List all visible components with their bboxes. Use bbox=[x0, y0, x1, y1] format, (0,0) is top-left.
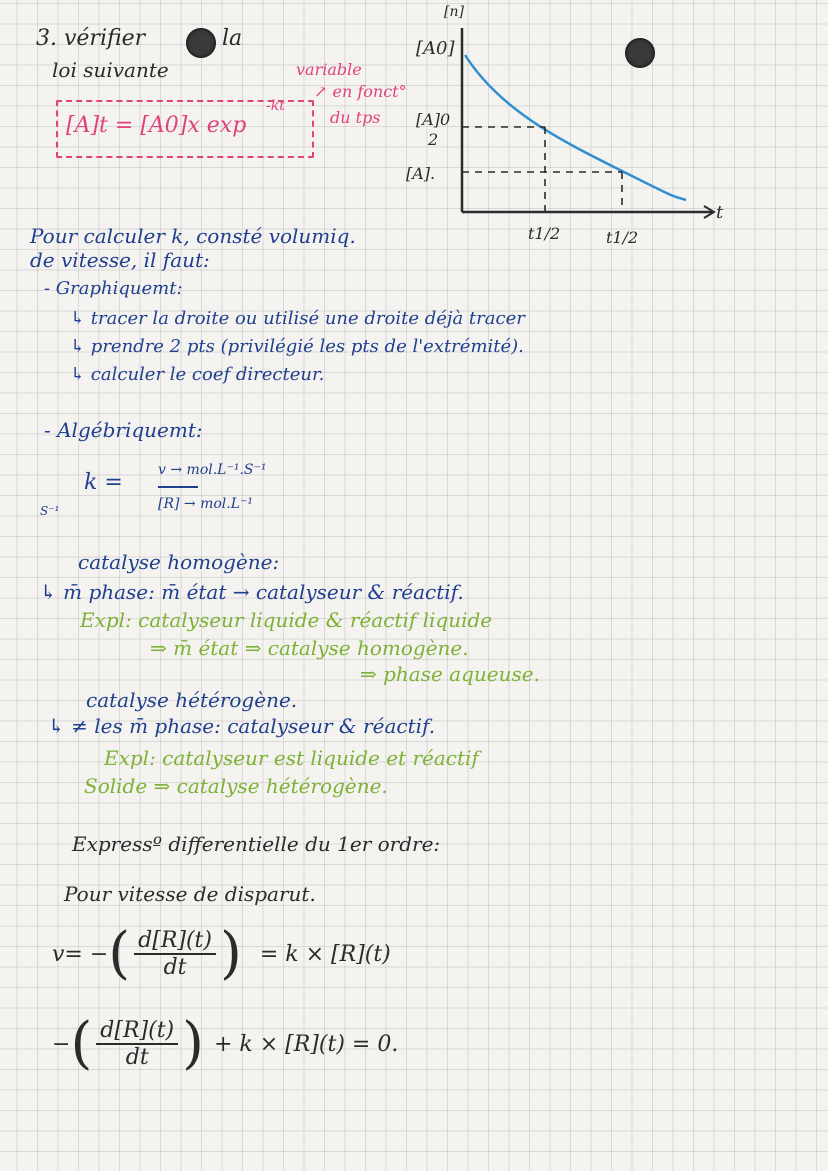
law-note1: variable bbox=[296, 60, 362, 79]
diff2-denominator: dt bbox=[125, 1045, 149, 1070]
diff2-fraction bbox=[96, 1018, 178, 1070]
graph-y-top: [A0] bbox=[416, 38, 455, 59]
graph-y-quarter: [A]. bbox=[406, 164, 436, 183]
law-note3: du tps bbox=[330, 108, 381, 127]
method-alg-title: - Algébriquemt: bbox=[44, 418, 203, 442]
diff2-numerator: d[R](t) bbox=[96, 1018, 178, 1045]
graph-t-half-2: t1/2 bbox=[606, 228, 639, 247]
diff-denominator: dt bbox=[163, 955, 187, 980]
heading-line2: loi suivante bbox=[52, 58, 169, 82]
catalysis-hetero-ex2: Solide ⇒ catalyse hétérogène. bbox=[84, 774, 388, 798]
catalysis-hetero-ex1: Expl: catalyseur est liquide et réactif bbox=[104, 746, 479, 770]
decay-graph bbox=[0, 0, 828, 260]
method-intro2: de vitesse, il faut: bbox=[30, 248, 210, 272]
graph-y-half-num: [A]0 bbox=[416, 110, 451, 129]
differential-equation-2 bbox=[52, 1011, 399, 1076]
differential-equation-1 bbox=[52, 921, 391, 986]
method-k-label: k = bbox=[84, 470, 123, 495]
diff-open-paren: ( bbox=[108, 921, 131, 986]
graph-decay-curve bbox=[465, 55, 686, 200]
catalysis-homo-ex2: ⇒ m̄ état ⇒ catalyse homogène. bbox=[150, 636, 469, 660]
heading-line1b: la bbox=[222, 26, 243, 51]
method-k-num: v → mol.L⁻¹.S⁻¹ bbox=[158, 462, 267, 478]
method-step3: ↳ calculer le coef directeur. bbox=[70, 364, 325, 385]
catalysis-homo-title: catalyse homogène: bbox=[78, 550, 280, 574]
method-k-fraction-bar bbox=[158, 486, 198, 488]
heading-line1: 3. vérifier bbox=[36, 26, 146, 51]
diff2-open-paren: ( bbox=[70, 1011, 93, 1076]
graph-y-label: [n] bbox=[444, 4, 464, 20]
catalysis-hetero-title: catalyse hétérogène. bbox=[86, 688, 298, 712]
diff2-rhs: + k × [R](t) = 0. bbox=[213, 1031, 399, 1057]
law-exponent: -kt bbox=[266, 98, 285, 114]
graph-t-half-1: t1/2 bbox=[528, 224, 561, 243]
differential-title: Expressº differentielle du 1er ordre: bbox=[72, 832, 441, 856]
diff-v-label: v= − bbox=[52, 941, 109, 967]
differential-subtitle: Pour vitesse de disparut. bbox=[64, 882, 316, 906]
graph-y-half-den: 2 bbox=[428, 130, 439, 149]
diff2-minus: − bbox=[52, 1031, 71, 1057]
diff-fraction bbox=[134, 928, 216, 980]
diff2-close-paren: ) bbox=[182, 1011, 204, 1076]
diff-numerator: d[R](t) bbox=[134, 928, 216, 955]
diff-rhs: = k × [R](t) bbox=[259, 941, 391, 967]
diff-close-paren: ) bbox=[219, 921, 242, 986]
method-k-unit: S⁻¹ bbox=[40, 504, 60, 518]
catalysis-homo-line: ↳ m̄ phase: m̄ état → catalyseur & réactif. bbox=[40, 580, 464, 604]
graph-x-label: t bbox=[716, 202, 724, 223]
law-formula: [A]t = [A0]x exp bbox=[66, 113, 247, 138]
catalysis-hetero-line: ↳ ≠ les m̄ phase: catalyseur & réactif. bbox=[48, 714, 436, 738]
method-step2: ↳ prendre 2 pts (privilégié les pts de l'extrémité). bbox=[70, 336, 524, 357]
method-intro1: Pour calculer k, consté volumiq. bbox=[30, 224, 356, 248]
catalysis-homo-ex1: Expl: catalyseur liquide & réactif liquide bbox=[80, 608, 493, 632]
law-note2: ↗ en fonct° bbox=[314, 82, 407, 101]
method-step1: ↳ tracer la droite ou utilisé une droite déjà tracer bbox=[70, 308, 525, 329]
method-graph-title: - Graphiquemt: bbox=[44, 278, 183, 299]
method-k-den: [R] → mol.L⁻¹ bbox=[158, 496, 254, 512]
catalysis-homo-ex3: ⇒ phase aqueuse. bbox=[360, 662, 540, 686]
